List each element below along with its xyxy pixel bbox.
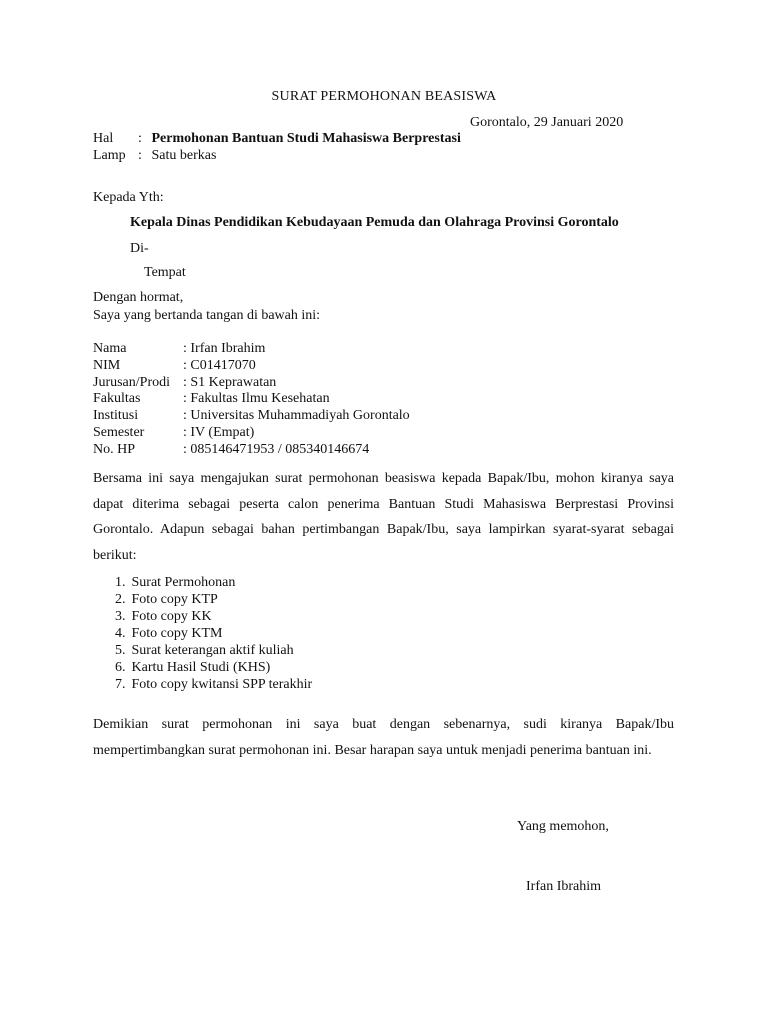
identity-colon: : <box>183 442 191 457</box>
attachment-value: Satu berkas <box>151 148 217 163</box>
list-item-text: Foto copy kwitansi SPP terakhir <box>131 677 313 692</box>
identity-label: Nama <box>93 341 127 356</box>
requirements-list <box>115 574 312 693</box>
list-item-text: Foto copy KK <box>131 609 212 624</box>
identity-row-semester <box>93 424 254 441</box>
letter-title: SURAT PERMOHONAN BEASISWA <box>271 89 497 104</box>
identity-label: Fakultas <box>93 391 141 406</box>
identity-colon: : <box>183 375 191 390</box>
subject-label: Hal <box>93 131 114 146</box>
list-item <box>115 591 312 608</box>
list-item-number: 4. <box>115 626 126 641</box>
identity-colon: : <box>183 408 191 423</box>
identity-label: No. HP <box>93 442 136 457</box>
list-item-number: 7. <box>115 677 126 692</box>
identity-value: S1 Keprawatan <box>190 375 277 390</box>
identity-label: NIM <box>93 358 121 373</box>
letter-date: Gorontalo, 29 Januari 2020 <box>470 115 624 130</box>
greeting: Dengan hormat, <box>93 290 184 305</box>
list-item-number: 1. <box>115 575 126 590</box>
recipient-salutation: Kepada Yth: <box>93 190 164 205</box>
list-item-number: 6. <box>115 660 126 675</box>
list-item-text: Kartu Hasil Studi (KHS) <box>131 660 271 675</box>
identity-value: 085146471953 / 085340146674 <box>190 442 370 457</box>
identity-colon: : <box>183 391 191 406</box>
identity-row-institution <box>93 407 410 424</box>
identity-label: Institusi <box>93 408 139 423</box>
subject-colon: : <box>138 131 142 146</box>
list-item-number: 2. <box>115 592 126 607</box>
list-item <box>115 659 312 676</box>
subject-row <box>93 130 461 147</box>
identity-colon: : <box>183 358 191 373</box>
list-item <box>115 608 312 625</box>
attachment-label: Lamp <box>93 148 126 163</box>
identity-row-phone <box>93 441 369 458</box>
identity-colon: : <box>183 425 191 440</box>
recipient-name: Kepala Dinas Pendidikan Kebudayaan Pemuda dan Olahraga Provinsi Gorontalo <box>130 215 619 230</box>
intro-line: Saya yang bertanda tangan di bawah ini: <box>93 308 321 323</box>
list-item-number: 3. <box>115 609 126 624</box>
signature-label: Yang memohon, <box>517 819 609 834</box>
body-paragraph: Bersama ini saya mengajukan surat permohonan beasiswa kepada Bapak/Ibu, mohon kiranya saya dapat diterima sebagai peserta calon penerima Bantuan Studi Mahasiswa Berprestasi Provinsi Gorontalo. Adapun sebagai bahan pertimbangan Bapak/Ibu, saya lampirkan syarat-syarat sebagai berikut: <box>93 471 674 563</box>
identity-row-faculty <box>93 390 330 407</box>
identity-row-nim <box>93 357 256 374</box>
list-item-text: Foto copy KTP <box>131 592 218 607</box>
identity-value: Universitas Muhammadiyah Gorontalo <box>190 408 410 423</box>
list-item <box>115 625 312 642</box>
identity-value: Irfan Ibrahim <box>190 341 266 356</box>
list-item-text: Surat keterangan aktif kuliah <box>131 643 294 658</box>
signature-name: Irfan Ibrahim <box>526 879 602 894</box>
subject-value: Permohonan Bantuan Studi Mahasiswa Berprestasi <box>151 131 461 146</box>
identity-row-major <box>93 374 276 391</box>
list-item <box>115 642 312 659</box>
list-item <box>115 676 312 693</box>
identity-value: Fakultas Ilmu Kesehatan <box>190 391 330 406</box>
list-item <box>115 574 312 591</box>
identity-colon: : <box>183 341 191 356</box>
recipient-di: Di- <box>130 241 149 256</box>
identity-value: IV (Empat) <box>190 425 255 440</box>
recipient-place: Tempat <box>144 265 186 280</box>
identity-label: Jurusan/Prodi <box>93 375 170 390</box>
identity-value: C01417070 <box>190 358 256 373</box>
identity-label: Semester <box>93 425 145 440</box>
list-item-text: Foto copy KTM <box>131 626 223 641</box>
list-item-text: Surat Permohonan <box>131 575 236 590</box>
closing-paragraph: Demikian surat permohonan ini saya buat dengan sebenarnya, sudi kiranya Bapak/Ibu mempertimbangkan surat permohonan ini. Besar harapan saya untuk menjadi penerima bantuan ini. <box>93 717 674 758</box>
attachment-row <box>93 147 216 164</box>
list-item-number: 5. <box>115 643 126 658</box>
identity-row-name <box>93 340 265 357</box>
attachment-colon: : <box>138 148 142 163</box>
